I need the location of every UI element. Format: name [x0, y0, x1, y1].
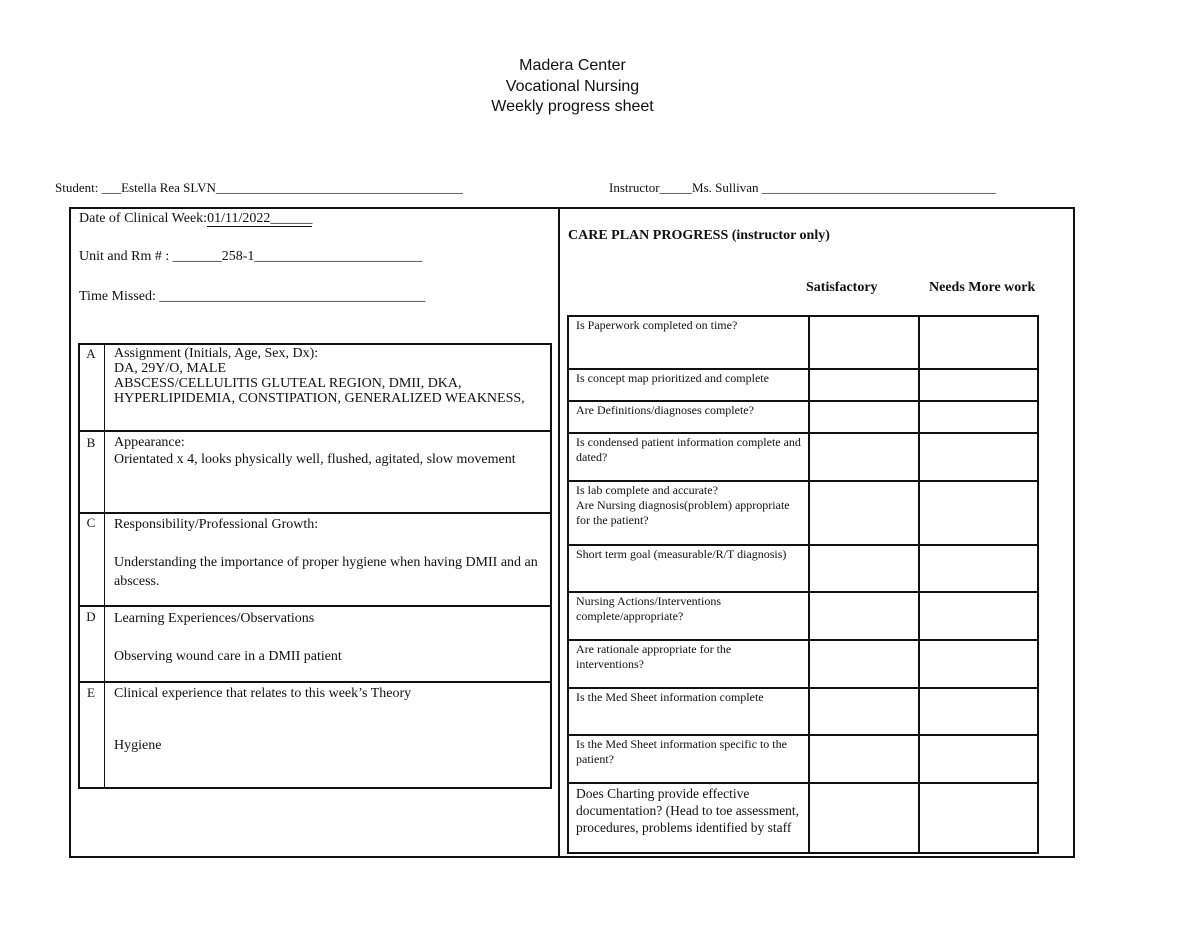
satisfactory-cell[interactable] [809, 433, 919, 481]
section-heading: Learning Experiences/Observations [114, 611, 315, 626]
section-letter: B [86, 435, 96, 450]
needs-more-work-column-header: Needs More work [929, 280, 1036, 295]
document-title [0, 56, 1145, 118]
criterion-cell: Is lab complete and accurate? Are Nursing diagnosis(problem) appropriate for the patient? [568, 481, 809, 545]
section-divider [78, 430, 552, 432]
section-divider [78, 512, 552, 514]
clinical-week-label: Date of Clinical Week: [79, 211, 208, 226]
needs-more-work-cell[interactable] [919, 401, 1038, 433]
criterion-cell: Are rationale appropriate for the interventions? [568, 640, 809, 688]
table-row [568, 735, 1038, 783]
table-row [568, 688, 1038, 735]
title-line-program: Vocational Nursing [505, 77, 640, 95]
section-body: Hygiene [114, 738, 162, 753]
satisfactory-cell[interactable] [809, 640, 919, 688]
needs-more-work-cell[interactable] [919, 481, 1038, 545]
section-clinical-theory [114, 685, 544, 754]
section-body: Orientated x 4, looks physically well, flushed, agitated, slow movement [114, 451, 516, 467]
table-row [568, 401, 1038, 433]
criterion-cell: Is Paperwork completed on time? [568, 316, 809, 369]
criterion-cell: Is condensed patient information complete and dated? [568, 433, 809, 481]
criterion-cell: Are Definitions/diagnoses complete? [568, 401, 809, 433]
criterion-cell: Is the Med Sheet information specific to the patient? [568, 735, 809, 783]
section-learning [114, 609, 544, 666]
needs-more-work-cell[interactable] [919, 545, 1038, 592]
section-letter: C [86, 515, 96, 530]
needs-more-work-cell[interactable] [919, 783, 1038, 853]
criterion-cell: Is concept map prioritized and complete [568, 369, 809, 401]
care-plan-table [567, 315, 1039, 854]
satisfactory-cell[interactable] [809, 545, 919, 592]
satisfactory-cell[interactable] [809, 481, 919, 545]
satisfactory-column-header: Satisfactory [806, 280, 878, 295]
table-row [568, 369, 1038, 401]
needs-more-work-cell[interactable] [919, 369, 1038, 401]
criterion-cell: Is the Med Sheet information complete [568, 688, 809, 735]
section-divider [78, 681, 552, 683]
table-row [568, 433, 1038, 481]
table-row [568, 783, 1038, 853]
student-name: ___Estella Rea SLVN______________________________________ [101, 180, 463, 195]
needs-more-work-cell[interactable] [919, 688, 1038, 735]
unit-room-label: Unit and Rm # : [79, 249, 173, 264]
criterion-cell: Short term goal (measurable/R/T diagnosis) [568, 545, 809, 592]
section-body: Observing wound care in a DMII patient [114, 649, 342, 664]
section-appearance [114, 435, 544, 468]
table-row [568, 316, 1038, 369]
table-row [568, 640, 1038, 688]
needs-more-work-cell[interactable] [919, 433, 1038, 481]
clinical-week-field [79, 211, 312, 227]
section-letter: D [86, 609, 96, 624]
satisfactory-cell[interactable] [809, 735, 919, 783]
section-body: DA, 29Y/O, MALE ABSCESS/CELLULITIS GLUTEAL REGION, DMII, DKA, HYPERLIPIDEMIA, CONSTIPATION, GENERALIZED WEAKNESS, [114, 361, 525, 406]
section-divider [78, 605, 552, 607]
needs-more-work-cell[interactable] [919, 592, 1038, 640]
letter-column-divider [104, 343, 105, 789]
instructor-field [609, 180, 996, 196]
section-responsibility [114, 515, 544, 591]
student-label: Student: [55, 180, 102, 195]
title-line-sheet: Weekly progress sheet [491, 98, 654, 115]
title-line-center: Madera Center [519, 57, 626, 74]
satisfactory-cell[interactable] [809, 592, 919, 640]
time-missed-field [79, 289, 425, 305]
needs-more-work-cell[interactable] [919, 640, 1038, 688]
needs-more-work-cell[interactable] [919, 316, 1038, 369]
satisfactory-cell[interactable] [809, 401, 919, 433]
time-missed-label: Time Missed: [79, 289, 160, 304]
care-plan-title: CARE PLAN PROGRESS (instructor only) [568, 228, 830, 243]
student-field [55, 180, 463, 196]
section-letter: E [87, 685, 95, 700]
satisfactory-cell[interactable] [809, 369, 919, 401]
satisfactory-cell[interactable] [809, 783, 919, 853]
section-heading: Clinical experience that relates to this week’s Theory [114, 686, 412, 701]
section-heading: Responsibility/Professional Growth: [114, 517, 319, 532]
unit-room-value: _______258-1________________________ [172, 249, 423, 264]
section-heading: Appearance: [114, 435, 185, 450]
section-body: Understanding the importance of proper hygiene when having DMII and an abscess. [114, 555, 538, 589]
satisfactory-cell[interactable] [809, 688, 919, 735]
satisfactory-cell[interactable] [809, 316, 919, 369]
unit-room-field [79, 249, 422, 265]
column-divider [558, 207, 560, 858]
clinical-week-value: 01/11/2022______ [207, 211, 313, 226]
table-row [568, 545, 1038, 592]
table-row [568, 592, 1038, 640]
criterion-cell: Does Charting provide effective documentation? (Head to toe assessment, procedures, problems identified by staff [568, 783, 809, 853]
criterion-cell: Nursing Actions/Interventions complete/appropriate? [568, 592, 809, 640]
needs-more-work-cell[interactable] [919, 735, 1038, 783]
section-heading: Assignment (Initials, Age, Sex, Dx): [114, 346, 319, 361]
time-missed-value: ______________________________________ [159, 289, 426, 304]
table-row [568, 481, 1038, 545]
instructor-name: _____Ms. Sullivan ____________________________________ [659, 180, 996, 195]
section-assignment [114, 346, 544, 429]
section-letter: A [86, 346, 96, 361]
instructor-label: Instructor [609, 180, 660, 195]
